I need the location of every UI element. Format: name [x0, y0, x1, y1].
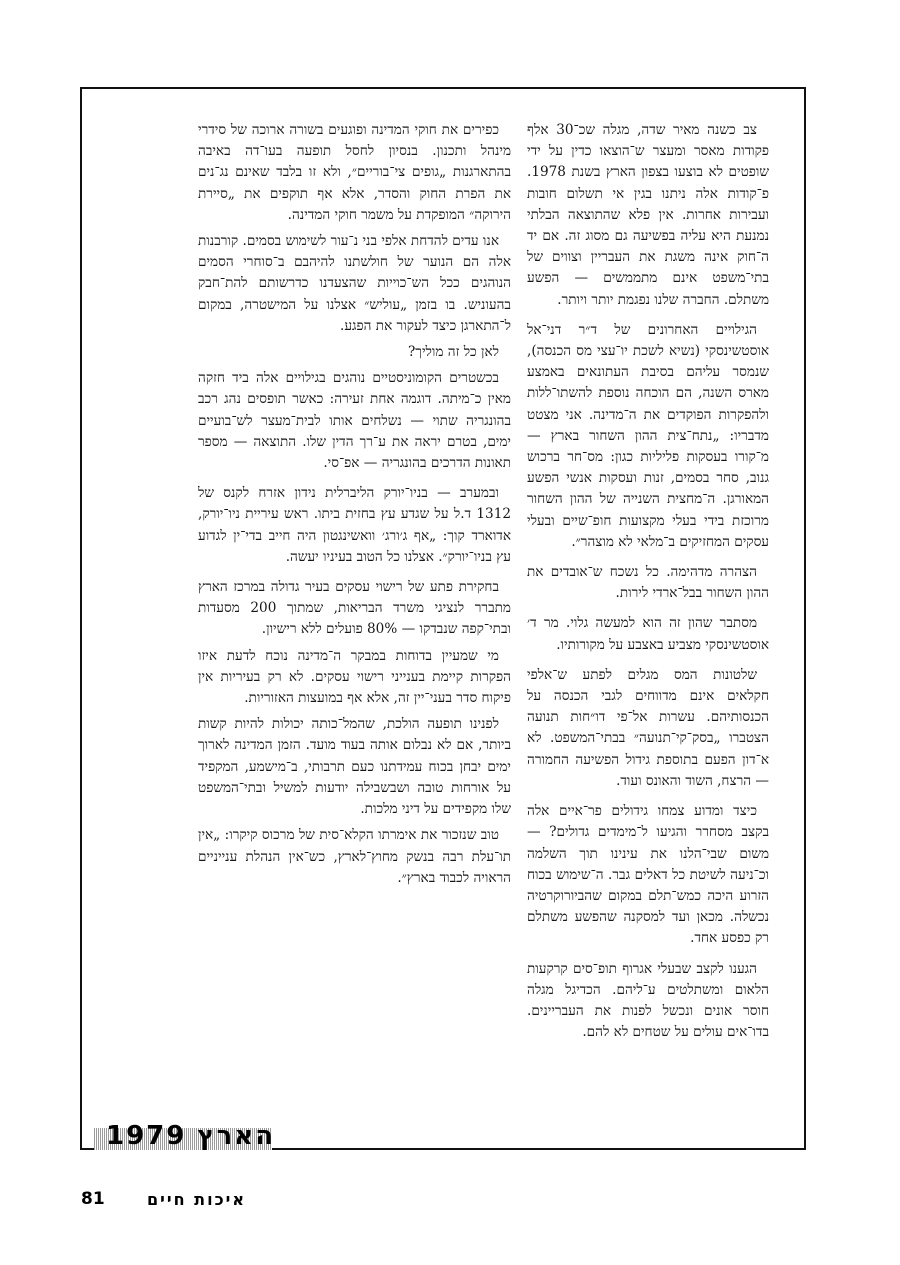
page-number: 81 — [81, 1189, 105, 1209]
paragraph: כפירים את חוקי המדינה ופוגעים בשורה ארוכה של סידרי מינהל ותכנון. בנסיון לחסל תופעה בעו־דה באיבה בהתארגנות „גופים צי־בוריים״, ולא זו בלבד שאינם נג־נים את הפרת החוק והסדר, אלא אף תוקפים את „סיירת הירוקה״ המופקדת על משמר חוקי המדינה. — [198, 122, 511, 223]
masthead-logo: הארץ 1979 — [106, 1121, 276, 1151]
paragraph: הצהרה מדהימה. כל נשכח ש־אובדים את ההון השחור בבל־ארדי לירות. — [527, 564, 769, 602]
paragraph: אנו עדים להדחת אלפי בני נ־עור לשימוש בסמים. קורבנות אלה הם הנוער של חולשתנו להיהבם ב־סוחרי הסמים הנוהגים ככל הש־כוייות שהצעדנו כדרשותם להת־חבק בהעוניש. בו בזמן „עוליש״ אצלנו על המישטרה, במקום ל־התארגן כיצד לעקור את הפגע. — [198, 233, 511, 334]
paragraph: שלטונות המס מגלים לפתע ש־אלפי חקלאים אינם מדווחים לגבי הכנסה על הכנסותיהם. עשרות אל־פי דו״חות תנועה הצטברו „בסק־קי־תנועה״ בבתי־המשפט. לא א־דון הפעם בתוספת גידול הפשיעה החמורה — הרצח, השוד והאונס ועוד. — [527, 666, 769, 789]
paragraph: בחקירת פתע של רישוי עסקים בעיר גדולה במרכז הארץ מתברר לנציגי משרד הבריאות, שמתוך 200 מסעדות ובתי־קפה שנבדקו — 80% פועלים ללא רישיון. — [198, 579, 511, 638]
paragraph: טוב שנזכור את אימרתו הקלא־סית של מרכוס קיקרו: „אין תו־עלת רבה בנשק מחוץ־לארץ, כש־אין הנהלת ענייניים הראויה לכבוד בארץ״. — [198, 827, 511, 886]
paragraph: ובמערב — בניו־יורק הליברלית נידון אזרח לקנס של 1312 ד.ל על שגדע עץ בחזית ביתו. ראש עיריית ניו־יורק, אדוארד קוך: „אף ג׳ורג׳ וואשינגטון היה חייב בדי־ין לגדוע עץ בניו־יורק״. אצלנו כל הטוב בעיניו יעשה. — [198, 485, 511, 565]
magazine-name: איכות חיים — [147, 1189, 246, 1209]
article-column-left — [198, 120, 511, 894]
article-column-right — [527, 120, 769, 1048]
paragraph: כיצד ומדוע צמחו גידולים פר־איים אלה בקצב מסחרר והגיעו ל־מימדים גדולים? — משום שבי־הלנו את עינינו תוך השלמה וכ־ניעה לשיטת כל דאלים גבר. ה־שימוש בכוח הזרוע היכה כמש־תלם במקום שהביורוקרטיה נכשלה. מכאן ועד למסקנה שהפשע משתלם רק כפסע אחד. — [527, 803, 769, 947]
paragraph: צב כשנה מאיר שדה, מגלה שכ־30 אלף פקודות מאסר ומעצר ש־הוצאו כדין על ידי שופטים לא בוצעו בצפון הארץ בשנת 1978. פ־קודות אלה ניתנו בגין אי תשלום חובות ועבירות אחרות. אין פלא שהתוצאה הבלתי נמנעת היא עליה בפשיעה גם מסוג זה. אם יד ה־חוק אינה משגת את העבריין וצווים של בתי־משפט אינם מתממשים — הפשע משתלם. החברה שלנו נפגמת יותר ויותר. — [527, 122, 769, 308]
paragraph: לאן כל זה מוליך? — [408, 344, 499, 361]
paragraph: בכשטרים הקומוניסטיים נוהגים בגילויים אלה ביד חזקה מאין כ־מיתה. דוגמה אחת זעירה: כאשר תופסים נהג רכב בהונגריה שתוי — נשלחים אותו לבית־מעצר לש־בועיים ימים, בטרם יראה את ע־רך הדין שלו. התוצאה — מספר תאונות הדרכים בהונגריה — אפ־סי. — [198, 370, 511, 472]
page-footer — [81, 1188, 246, 1210]
paragraph: מי שמעיין בדוחות במבקר ה־מדינה נוכח לדעת איזו הפקרות קיימת בענייני רישוי עסקים. לא רק בעיריות אין פיקוח סדר בעני־יין זה, אלא אף במועצות האזוריות. — [198, 647, 511, 707]
paragraph: מסתבר שהון זה הוא למעשה גלוי. מר ד׳ אוסטשינסקי מצביע באצבע על מקורותיו. — [527, 615, 769, 653]
paragraph: הגילויים האחרונים של ד״ר דני־אל אוסטשינסקי (נשיא לשכת יו־עצי מס הכנסה), שנמסר עליהם בסיבת העתונאים באמצע מארס השנה, הם הוכחה נוספת להשתו־ללות ולהפקרות הפוקדים את ה־מדינה. אני מצטט מדבריו: „נתח־צית ההון השחור בארץ — מ־קורו בעסקות פליליות כגון: מס־חר ברכוש גנוב, סחר בסמים, זנות ועסקות אנשי הפשע המאורגן. ה־מחצית השנייה של ההון השחור מרוכזת בידי בעלי מקצועות חופ־שיים ובעלי עסקים המחזיקים ב־מלאי לא מוצהר״. — [527, 321, 769, 550]
paragraph: הגענו לקצב שבעלי אגרוף תופ־סים קרקעות הלאום ומשתלטים ע־ליהם. הכדיגל מגלה חוסר אונים ונכשל לפנות את העבריינים. בדו־אים עולים על שטחים לא להם. — [527, 960, 769, 1041]
paragraph: לפנינו תופעה הולכת, שהמל־כותה יכולות להיות קשות ביותר, אם לא נבלום אותה בעוד מועד. הזמן המדינה לארוך ימים יבחן בכוח עמידתנו כעם תרבותי, ב־מישמע, המקפיד על אורחות טובה ושבשבילה יודעות למשיל ובתי־המשפט שלו מקפידים על דיני מלכות. — [198, 716, 511, 818]
